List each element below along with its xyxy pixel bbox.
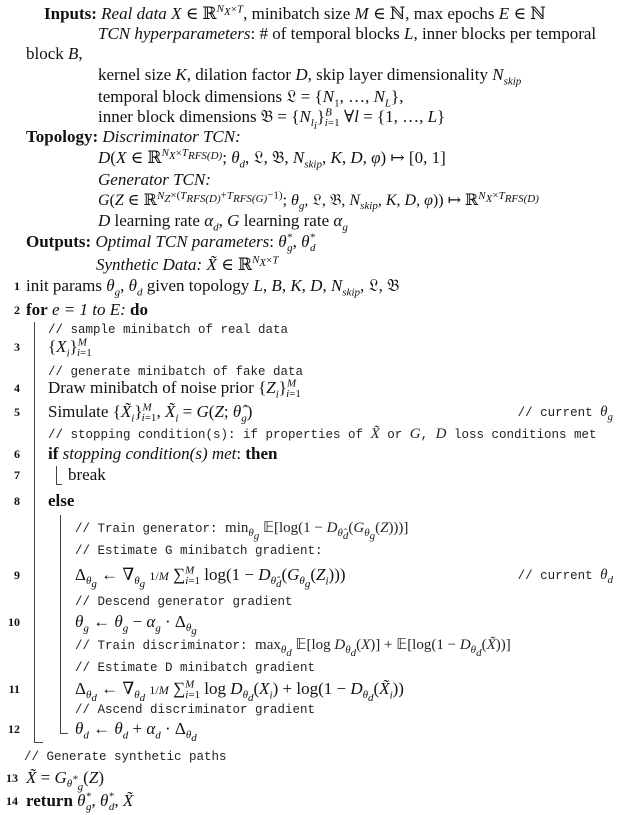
line-number: 2 [14,303,20,317]
comment: // Estimate G minibatch gradient: [75,544,323,558]
if-bracket-foot [56,484,62,485]
step-6-if: if stopping condition(s) met: then [48,444,278,463]
inputs-line-4: temporal block dimensions 𝔏 = {$N_1$, …, $N_L$}, [98,87,404,110]
topology-gen-label: Generator TCN: [98,170,211,189]
inputs-line-3: kernel size K, dilation factor D, skip layer dimensionality $N_{skip}$ [98,65,522,88]
else-bracket-foot [60,733,68,734]
inputs-line-1: Inputs: Real data X ∈ ℝ$^{N_X\times T}$, minibatch size M ∈ ℕ, max epochs E ∈ ℕ [44,3,546,23]
inputs-line-2: TCN hyperparameters: # of temporal blocks L, inner blocks per temporal [98,24,597,43]
comment: // generate minibatch of fake data [48,365,304,379]
comment: // Ascend discriminator gradient [75,703,316,717]
step-11: $\Delta_{\theta_d}$ ← $\nabla_{\theta_d}$ 1/M ∑$^M_{i=1}$ $\log D_{\theta_d}(X_i) + \log(1$ − $D_{\theta_d}(X̃_i)$) [75,678,404,705]
line-number: 10 [8,615,20,629]
step-14-return: return $\theta^*_g$, $\theta^*_d$, X̃ [26,790,134,814]
line-number: 14 [6,794,18,808]
line-number: 1 [14,279,20,293]
if-bracket [56,466,57,484]
right-comment: // current $\theta_g$ [517,404,613,423]
outputs-line-1: Outputs: Optimal TCN parameters: $\theta^*_g$, $\theta^*_d$ [26,231,316,255]
topology-gen-fn: G(Z ∈ ℝ$^{N_Z\times(T_{RFS(D)}+T_{RFS(G)}-1)}$; $\theta_g$, 𝔏, 𝔅, $N_{skip}$, K, D, φ)) ↦ ℝ$^{N_X\times T_{RFS(D)}}$ [98,189,539,213]
comment: // Train discriminator: $\max_{\theta_d}$ 𝔼[log $D_{\theta_d}(X)$] + 𝔼[log(1 − $D_{\theta_d}(X̃)$)] [75,637,511,660]
step-4: Draw minibatch of noise prior $\{Z_i\}^M_{i=1}$ [48,377,301,401]
line-number: 11 [8,682,20,696]
line-number: 6 [14,447,20,461]
for-loop-bracket-foot [34,742,43,743]
step-2-for-loop: for e = 1 to E: do [26,300,148,319]
comment: // Generate synthetic paths [24,750,227,764]
line-number: 4 [14,381,20,395]
topology-disc-fn: D(X ∈ ℝ$^{N_X\times T_{RFS(D)}}$; $\theta_d$, 𝔏, 𝔅, $N_{skip}$, K, D, φ) ↦ [0, 1] [98,147,446,171]
inputs-label: Inputs: [44,4,97,23]
line-number: 9 [14,568,20,582]
line-number: 5 [14,405,20,419]
topology-lr: D learning rate $\alpha_d$, G learning rate $\alpha_g$ [98,211,348,234]
line-number: 8 [14,494,20,508]
step-1: init params $\theta_g$, $\theta_d$ given topology L, B, K, D, $N_{skip}$, 𝔏, 𝔅 [26,276,400,299]
topology-label: Topology: [26,127,99,146]
comment: // stopping condition(s): if properties of X̃ or G, D loss conditions met [48,426,597,442]
step-13: X̃ = $G_{\theta^*_g}(Z)$ [26,768,104,794]
topology-line: Topology: Discriminator TCN: [26,127,241,146]
comment: // sample minibatch of real data [48,323,289,337]
comment: // Train generator: $\min_{\theta_g}$ 𝔼[log(1 − $D_{\thetâ_d}(G_{\theta_g}(Z))$)] [75,520,409,543]
for-loop-bracket [34,322,35,742]
line-number: 7 [14,468,20,482]
line-number: 13 [6,771,18,785]
step-8-else: else [48,491,75,510]
line-number: 3 [14,340,20,354]
right-comment: // current $\theta_d$ [517,567,613,586]
else-bracket [60,515,61,733]
outputs-label: Outputs: [26,232,92,251]
comment: // Estimate D minibatch gradient [75,661,316,675]
step-10: $\theta_g$ ← $\theta_g - \alpha_g \cdot \Delta_{\theta_g}$ [75,612,197,638]
step-5: Simulate $\{X̃_i\}^M_{i=1}$, $X̃_i = G(Z$; $\thetâ_g$) [48,401,253,425]
comment: // Descend generator gradient [75,595,293,609]
line-number: 12 [8,722,20,736]
step-3: $\{X_i\}^M_{i=1}$ [48,336,92,360]
step-12: $\theta_d$ ← $\theta_d + \alpha_d \cdot \Delta_{\theta_d}$ [75,719,197,745]
inputs-line-2b: block B, [26,44,83,63]
inputs-line-5: inner block dimensions 𝔅 = $\{N_{l_i}\}^B_{i=1}$ ∀l = {1, …, L} [98,106,446,133]
step-9: $\Delta_{\theta_g}$ ← $\nabla_{\theta_g}$ 1/M ∑$^M_{i=1}$ $\log(1 - D_{\thetâ_d}(G_{\theta_g}(Z_i)))$ [75,564,346,591]
step-7-break: break [68,465,106,484]
outputs-line-2: Synthetic Data: X̃ ∈ ℝ$^{N_X\times T}$ [96,254,279,274]
